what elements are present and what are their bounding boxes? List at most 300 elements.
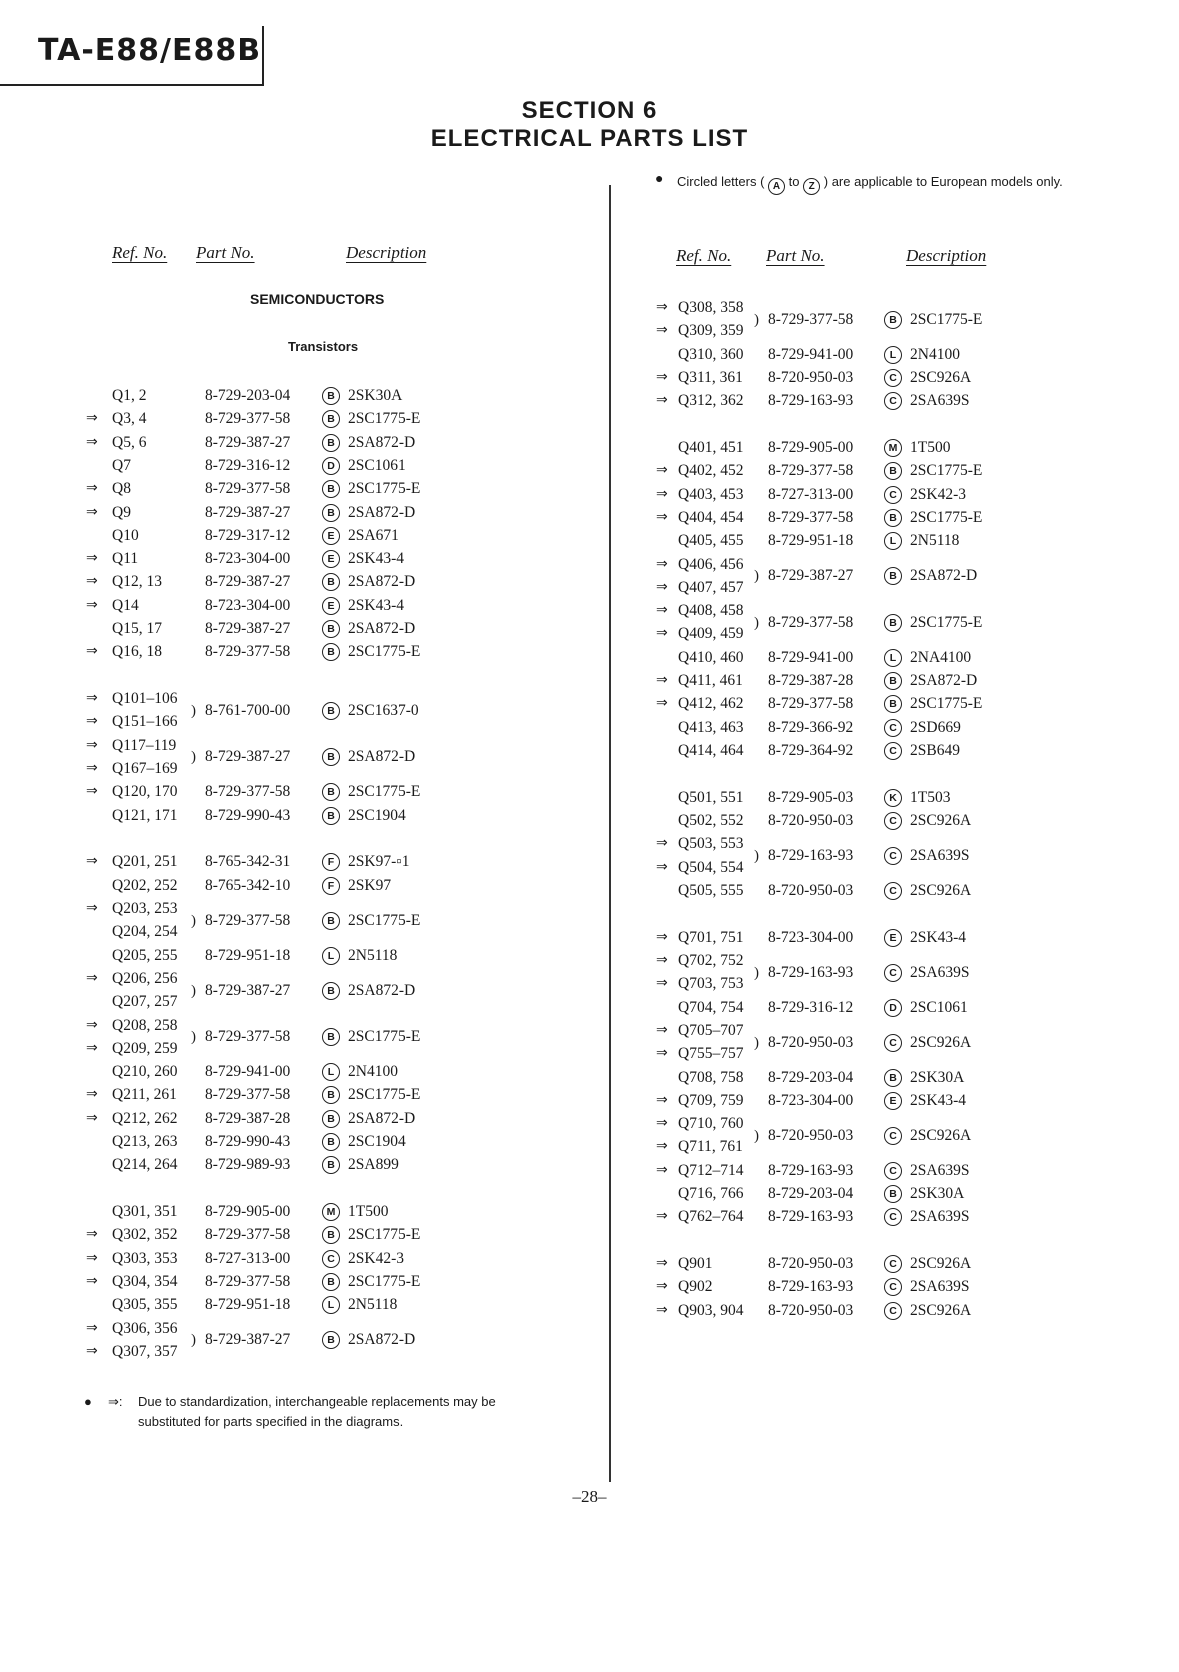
top-note-prefix: Circled letters ( [677, 174, 765, 189]
ref-no: Q406, 456 [678, 555, 744, 573]
replacement-arrow-icon: ⇒ [656, 673, 668, 688]
circled-letter-icon: B [884, 695, 902, 713]
circled-letter-icon: B [884, 614, 902, 632]
replacement-arrow-icon: ⇒ [86, 411, 98, 427]
part-row [86, 571, 556, 594]
description: 2SC1775-E [910, 695, 983, 713]
replacement-arrow-icon: ⇒ [656, 556, 668, 572]
part-no: 8-729-951-18 [205, 946, 291, 964]
ref-no: Q716, 766 [678, 1185, 744, 1202]
circled-letter-icon: B [884, 509, 902, 527]
ref-no: Q709, 759 [678, 1091, 744, 1109]
description: 2SA872-D [348, 981, 416, 999]
part-no: 8-723-304-00 [205, 550, 291, 568]
ref-no: Q502, 552 [678, 812, 744, 829]
circled-letter-icon: B [884, 311, 902, 329]
description: 2SK42-3 [348, 1249, 404, 1267]
replacement-arrow-icon: ⇒ [656, 1139, 668, 1155]
part-row [656, 344, 1126, 367]
description: 2SC926A [910, 1033, 972, 1051]
part-row [86, 1318, 556, 1365]
description: 2SC1775-E [910, 310, 983, 328]
replacement-arrow-icon: ⇒ [656, 1046, 668, 1062]
replacement-arrow-icon: ⇒ [86, 1227, 98, 1243]
description: 2SC1775-E [348, 643, 421, 661]
description: 2SC926A [910, 1301, 972, 1319]
ref-no: Q711, 761 [678, 1138, 743, 1156]
description: 2SC926A [910, 368, 972, 386]
ref-no: Q403, 453 [678, 485, 744, 503]
part-no: 8-729-387-27 [205, 503, 291, 521]
circled-letter-icon: C [884, 1255, 902, 1273]
circled-letter-icon: B [322, 1156, 340, 1174]
circled-letter-icon: B [884, 672, 902, 690]
circled-letter-icon: B [884, 462, 902, 480]
description: 2SC1061 [910, 998, 968, 1016]
circled-letter-icon: B [322, 1273, 340, 1291]
part-row [86, 1271, 556, 1294]
brace-icon: ) [754, 568, 759, 585]
circled-letter-icon: C [884, 847, 902, 865]
ref-no: Q504, 554 [678, 858, 744, 876]
ref-no: Q762–764 [678, 1208, 744, 1226]
ref-no: Q11 [112, 550, 139, 568]
section-title: ELECTRICAL PARTS LIST [430, 125, 749, 152]
ref-no: Q120, 170 [112, 783, 178, 801]
description: 2SA899 [348, 1156, 399, 1174]
part-row [656, 484, 1126, 507]
replacement-arrow-icon: ⇒ [656, 626, 668, 642]
ref-no: Q503, 553 [678, 835, 744, 853]
circled-letter-icon: L [884, 649, 902, 667]
part-no: 8-729-163-93 [768, 1208, 854, 1226]
description: 2SD669 [910, 718, 961, 736]
part-row [86, 595, 556, 618]
brace-icon: ) [191, 1029, 196, 1046]
description: 2N5118 [910, 532, 960, 550]
description: 2SK43-4 [910, 928, 966, 946]
part-row [86, 432, 556, 455]
brace-icon: ) [754, 964, 759, 981]
part-no: 8-729-317-12 [205, 526, 291, 544]
description: 2SA872-D [910, 567, 978, 585]
ref-no: Q902 [678, 1278, 713, 1296]
part-no: 8-729-941-00 [768, 648, 854, 666]
part-row [86, 1201, 556, 1224]
replacement-arrow-icon: ⇒ [656, 393, 668, 409]
description: 2SA639S [910, 1208, 970, 1226]
part-row [656, 1206, 1126, 1229]
ref-no: Q414, 464 [678, 741, 744, 759]
ref-no: Q401, 451 [678, 439, 744, 456]
column-divider [609, 185, 611, 1482]
part-no: 8-723-304-00 [205, 596, 291, 614]
part-row [656, 717, 1126, 740]
circled-letter-icon: L [884, 346, 902, 364]
circled-letter-icon: C [884, 964, 902, 982]
part-row [86, 618, 556, 641]
part-row [656, 833, 1126, 880]
replacement-arrow-icon: ⇒ [86, 1343, 98, 1359]
part-no: 8-729-387-27 [205, 620, 291, 637]
circled-letter-icon: B [322, 643, 340, 661]
ref-no: Q755–757 [678, 1045, 744, 1063]
part-row [86, 781, 556, 804]
part-row [656, 297, 1126, 344]
circled-letter-icon: C [884, 1162, 902, 1180]
part-no: 8-729-203-04 [768, 1185, 854, 1202]
description: 2SK30A [348, 387, 403, 404]
ref-no: Q702, 752 [678, 952, 744, 969]
part-no: 8-729-990-43 [205, 1133, 291, 1150]
part-no: 8-729-905-00 [205, 1203, 291, 1221]
description: 2N5118 [348, 946, 398, 964]
top-note [677, 172, 1087, 195]
part-row [86, 1154, 556, 1177]
circled-letter-icon: E [322, 527, 340, 545]
replacement-arrow-icon: ⇒ [656, 696, 668, 712]
replacement-arrow-icon: ⇒ [656, 1209, 668, 1225]
part-no: 8-729-377-58 [205, 410, 291, 428]
part-row [656, 1090, 1126, 1113]
part-row [656, 600, 1126, 647]
circled-letter-icon: C [884, 392, 902, 410]
description: 2SC1775-E [348, 1226, 421, 1244]
replacement-arrow-icon: ⇒ [86, 1250, 98, 1266]
circled-letter-icon: D [884, 999, 902, 1017]
replacement-arrow-icon: ⇒ [656, 463, 668, 479]
part-no: 8-720-950-03 [768, 1033, 854, 1051]
part-no: 8-729-163-93 [768, 392, 854, 410]
description: 2SC1637-0 [348, 701, 419, 719]
circled-letter-icon: B [322, 434, 340, 452]
part-row [656, 670, 1126, 693]
description: 2SC1775-E [348, 1273, 421, 1290]
ref-no: Q712–714 [678, 1161, 744, 1179]
top-note-bullet: ● [655, 170, 664, 186]
ref-no: Q16, 18 [112, 643, 162, 661]
part-row [656, 1300, 1126, 1323]
ref-no: Q309, 359 [678, 322, 744, 340]
circled-letter-icon: B [322, 480, 340, 498]
part-no: 8-729-387-27 [205, 573, 291, 591]
circled-letter-icon: B [322, 573, 340, 591]
ref-no: Q214, 264 [112, 1156, 178, 1174]
circled-letter-icon: C [884, 882, 902, 900]
circled-letter-icon: F [322, 853, 340, 871]
replacement-arrow-icon: ⇒ [656, 1302, 668, 1318]
description: 2SK43-4 [348, 550, 404, 568]
replacement-arrow-icon: ⇒ [86, 1274, 98, 1289]
circled-letter-icon: M [322, 1203, 340, 1221]
part-no: 8-765-342-31 [205, 853, 291, 871]
description: 2SA671 [348, 526, 399, 544]
part-row [656, 507, 1126, 530]
circled-letter-icon: C [322, 1250, 340, 1268]
circled-letter-icon: L [322, 947, 340, 965]
part-no: 8-729-203-04 [768, 1068, 854, 1086]
circled-letter-icon: C [884, 486, 902, 504]
description: 2SC1775-E [348, 410, 421, 428]
circled-letter-icon: C [884, 1034, 902, 1052]
description: 2SA872-D [348, 1331, 416, 1349]
part-row [656, 1067, 1126, 1090]
circled-letter-icon: K [884, 789, 902, 807]
circled-letter-icon: B [322, 1028, 340, 1046]
ref-no: Q10 [112, 526, 139, 544]
replacement-arrow-icon: ⇒ [656, 509, 668, 525]
circled-letter-icon: B [322, 1133, 340, 1151]
top-note-to: to [788, 174, 800, 189]
description: 2SK97 [348, 876, 392, 894]
description: 2SC1775-E [348, 1028, 421, 1046]
brace-icon: ) [191, 982, 196, 999]
part-no: 8-723-304-00 [768, 928, 854, 946]
replacement-arrow-icon: ⇒ [656, 486, 668, 502]
footnote-symbol: ⇒: [108, 1394, 123, 1409]
circled-letter-icon: B [322, 912, 340, 930]
ref-no: Q903, 904 [678, 1301, 744, 1319]
ref-no: Q213, 263 [112, 1133, 178, 1150]
right-header-desc: Description [906, 246, 987, 265]
circled-letter-icon: B [322, 504, 340, 522]
ref-no: Q211, 261 [112, 1086, 177, 1104]
part-no: 8-729-377-58 [768, 613, 854, 631]
description: 1T503 [910, 788, 951, 806]
part-row [86, 408, 556, 431]
ref-no: Q202, 252 [112, 876, 178, 894]
ref-no: Q311, 361 [678, 368, 743, 386]
description: 2SK42-3 [910, 485, 966, 503]
part-row [656, 1276, 1126, 1299]
brace-icon: ) [191, 912, 196, 929]
ref-no: Q8 [112, 480, 131, 498]
replacement-arrow-icon: ⇒ [86, 551, 98, 567]
transistors-heading: Transistors [288, 339, 359, 354]
description: 2NA4100 [910, 648, 972, 666]
circled-letter-icon: B [884, 1185, 902, 1203]
description: 2N5118 [348, 1296, 398, 1314]
brace-icon: ) [191, 702, 196, 719]
circled-letter-icon: C [884, 719, 902, 737]
part-no: 8-729-387-27 [205, 1331, 291, 1349]
part-row [86, 548, 556, 571]
description: 2SC1775-E [910, 508, 983, 526]
replacement-arrow-icon: ⇒ [86, 714, 98, 730]
circled-letter-icon: B [322, 1331, 340, 1349]
description: 2SK30A [910, 1068, 965, 1086]
part-row [656, 1160, 1126, 1183]
description: 2SK43-4 [910, 1091, 966, 1109]
part-row [656, 437, 1126, 460]
part-no: 8-729-377-58 [205, 480, 291, 498]
ref-no: Q303, 353 [112, 1249, 178, 1267]
circled-letter-icon: B [322, 620, 340, 638]
replacement-arrow-icon: ⇒ [86, 691, 98, 707]
circled-letter-icon: C [884, 1302, 902, 1320]
ref-no: Q308, 358 [678, 299, 744, 316]
replacement-arrow-icon: ⇒ [656, 1092, 668, 1108]
part-no: 8-729-905-00 [768, 439, 854, 456]
part-row [86, 385, 556, 408]
circled-letter-icon: E [884, 929, 902, 947]
replacement-arrow-icon: ⇒ [86, 504, 98, 520]
ref-no: Q9 [112, 503, 131, 521]
part-row [86, 1061, 556, 1084]
part-no: 8-729-163-93 [768, 846, 854, 864]
part-row [656, 950, 1126, 997]
circled-letter-icon: F [322, 877, 340, 895]
ref-no: Q203, 253 [112, 900, 178, 917]
part-row [656, 927, 1126, 950]
description: 2N4100 [910, 345, 960, 363]
description: 2SC1775-E [348, 783, 421, 801]
circled-letter-icon: A [768, 178, 785, 195]
circled-letter-icon: B [884, 567, 902, 585]
part-row [656, 1020, 1126, 1067]
replacement-arrow-icon: ⇒ [656, 1279, 668, 1295]
replacement-arrow-icon: ⇒ [656, 323, 668, 339]
part-no: 8-729-377-58 [205, 783, 291, 801]
part-no: 8-729-377-58 [205, 911, 291, 929]
ref-no: Q402, 452 [678, 462, 744, 480]
description: 2SC1061 [348, 456, 406, 474]
ref-no: Q410, 460 [678, 648, 744, 666]
replacement-arrow-icon: ⇒ [656, 1162, 668, 1178]
part-row [86, 1108, 556, 1131]
part-row [656, 880, 1126, 903]
ref-no: Q121, 171 [112, 806, 178, 824]
part-row [86, 1131, 556, 1154]
ref-no: Q151–166 [112, 713, 178, 731]
ref-no: Q404, 454 [678, 508, 744, 526]
description: 2SA872-D [348, 503, 416, 521]
part-no: 8-729-377-58 [205, 1028, 291, 1046]
description: 2SC1775-E [910, 462, 983, 480]
replacement-arrow-icon: ⇒ [86, 854, 98, 870]
part-no: 8-729-377-58 [768, 508, 854, 526]
circled-letter-icon: B [322, 807, 340, 825]
part-no: 8-729-377-58 [205, 1273, 291, 1290]
part-row [656, 740, 1126, 763]
description: 2SA639S [910, 1161, 970, 1179]
page-number: –28– [572, 1487, 607, 1506]
part-row [86, 641, 556, 664]
ref-no: Q409, 459 [678, 625, 744, 643]
ref-no: Q206, 256 [112, 969, 178, 987]
ref-no: Q704, 754 [678, 998, 744, 1016]
model-box-horizontal-rule [0, 84, 264, 86]
description: 2SC1775-E [348, 1086, 421, 1104]
description: 2SC926A [910, 881, 972, 899]
part-row [86, 478, 556, 501]
description: 2SK43-4 [348, 596, 404, 614]
description: 2SC926A [910, 1126, 972, 1144]
description: 2SA872-D [910, 672, 978, 689]
ref-no: Q5, 6 [112, 433, 147, 451]
part-row [86, 1015, 556, 1062]
replacement-arrow-icon: ⇒ [656, 1256, 668, 1272]
part-no: 8-729-377-58 [205, 1086, 291, 1104]
ref-no: Q312, 362 [678, 392, 744, 410]
part-no: 8-729-941-00 [205, 1063, 291, 1081]
part-row [656, 647, 1126, 670]
replacement-arrow-icon: ⇒ [86, 970, 98, 986]
description: 1T500 [348, 1203, 389, 1221]
ref-no: Q167–169 [112, 759, 178, 777]
part-row [86, 898, 556, 945]
description: 2SK97-▫1 [348, 853, 410, 871]
part-no: 8-729-203-04 [205, 387, 291, 404]
replacement-arrow-icon: ⇒ [86, 597, 98, 613]
replacement-arrow-icon: ⇒ [86, 574, 98, 590]
description: 2SA872-D [348, 1109, 416, 1127]
ref-no: Q411, 461 [678, 672, 743, 689]
description: 2SC1775-E [910, 613, 983, 631]
replacement-arrow-icon: ⇒ [656, 603, 668, 619]
circled-letter-icon: B [322, 1086, 340, 1104]
ref-no: Q301, 351 [112, 1203, 178, 1221]
left-header-ref: Ref. No. [112, 243, 168, 262]
ref-no: Q207, 257 [112, 993, 178, 1011]
description: 2SK30A [910, 1185, 965, 1202]
replacement-arrow-icon: ⇒ [86, 481, 98, 497]
part-row [656, 367, 1126, 390]
part-no: 8-761-700-00 [205, 701, 291, 719]
ref-no: Q703, 753 [678, 975, 744, 993]
part-no: 8-727-313-00 [205, 1249, 291, 1267]
ref-no: Q201, 251 [112, 853, 178, 871]
replacement-arrow-icon: ⇒ [86, 1110, 98, 1126]
description: 2SA639S [910, 846, 970, 864]
part-no: 8-729-163-93 [768, 1161, 854, 1179]
ref-no: Q408, 458 [678, 602, 744, 620]
circled-letter-icon: E [322, 597, 340, 615]
replacement-arrow-icon: ⇒ [86, 1017, 98, 1033]
part-no: 8-729-316-12 [205, 456, 291, 474]
part-no: 8-727-313-00 [768, 485, 854, 503]
part-no: 8-729-377-58 [205, 643, 291, 661]
replacement-arrow-icon: ⇒ [86, 1320, 98, 1336]
ref-no: Q407, 457 [678, 578, 744, 596]
description: 2SA872-D [348, 748, 416, 766]
ref-no: Q505, 555 [678, 881, 744, 899]
circled-letter-icon: C [884, 812, 902, 830]
ref-no: Q701, 751 [678, 928, 744, 946]
circled-letter-icon: B [322, 1226, 340, 1244]
ref-no: Q205, 255 [112, 946, 178, 964]
ref-no: Q210, 260 [112, 1063, 178, 1081]
part-row [656, 810, 1126, 833]
brace-icon: ) [754, 614, 759, 631]
ref-no: Q412, 462 [678, 695, 744, 713]
circled-letter-icon: M [884, 439, 902, 457]
ref-no: Q304, 354 [112, 1273, 178, 1290]
ref-no: Q12, 13 [112, 573, 162, 591]
ref-no: Q208, 258 [112, 1016, 178, 1034]
replacement-arrow-icon: ⇒ [86, 737, 98, 753]
part-row [656, 554, 1126, 601]
ref-no: Q1, 2 [112, 387, 147, 404]
footnote-text: Due to standardization, interchangeable replacements may be substituted for parts specified in the diagrams. [138, 1394, 496, 1429]
part-row [86, 1224, 556, 1247]
part-row [86, 1248, 556, 1271]
part-no: 8-729-366-92 [768, 718, 854, 736]
part-no: 8-729-990-43 [205, 806, 291, 824]
replacement-arrow-icon: ⇒ [86, 1040, 98, 1056]
replacement-arrow-icon: ⇒ [656, 976, 668, 992]
description: 2SC1904 [348, 1133, 406, 1150]
